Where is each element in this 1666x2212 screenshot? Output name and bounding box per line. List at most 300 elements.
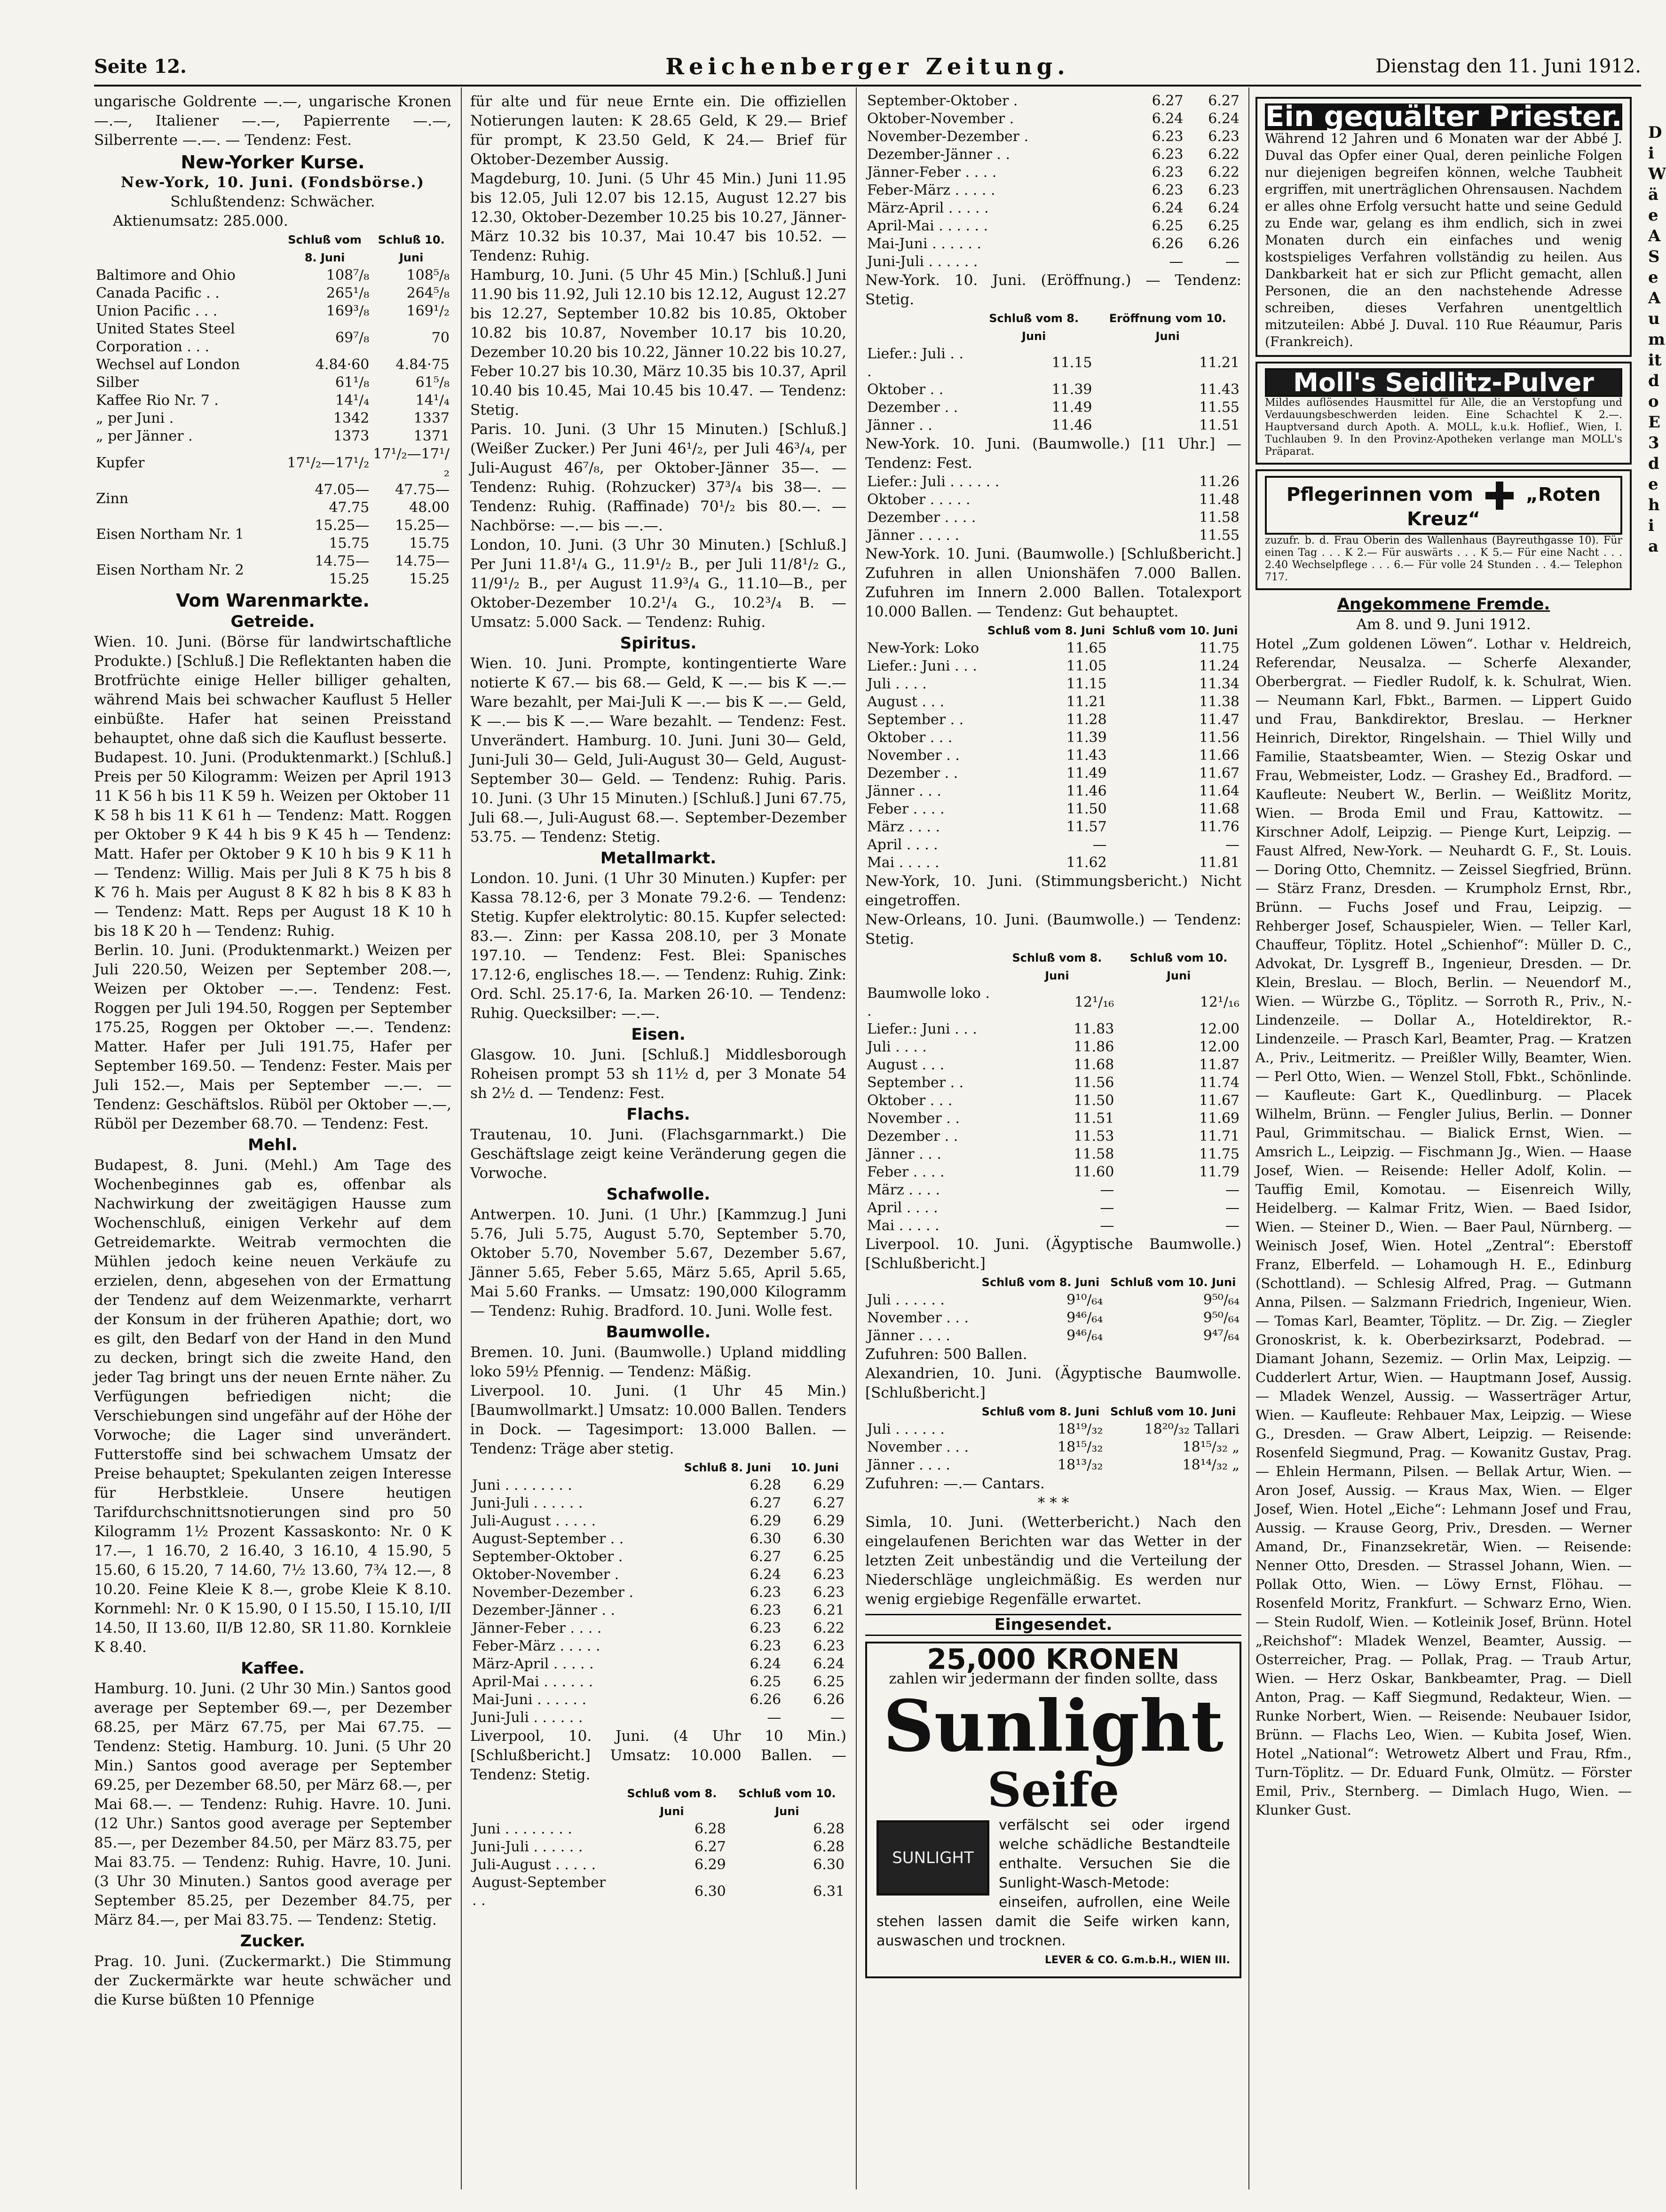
row-label: Jänner-Feber . . . . xyxy=(472,1620,602,1636)
row-label: United States Steel Corporation . . . xyxy=(96,321,235,355)
row-value: 11.15 xyxy=(1051,355,1092,371)
table-row xyxy=(94,267,451,284)
row-value: 6.22 xyxy=(1208,146,1240,163)
ad-text: Mildes auflösendes Hausmittel für Alle, die an Verstopfung und Verdauungsbeschwerden leiden. Eine Schachtel K 2.—. Hauptversand durch Apoth. A. MOLL, k.u.k. Hoflief., Wien, I. Tuchlauben 9. In den Provinz-Apotheken verlange man MOLL's Präparat. xyxy=(1265,397,1622,458)
row-value: 18¹⁵/₃₂ „ xyxy=(1182,1439,1240,1455)
article-text: Antwerpen. 10. Juni. (1 Uhr.) [Kammzug.] Juni 5.76, Juli 5.75, August 5.70, September 5.70, Oktober 5.70, November 5.67, Dezember 5.67, Jänner 5.65, Feber 5.65, März 5.65, April 5.65, Mai 5.60 Franks. — Umsatz: 190,000 Kilogramm — Tendenz: Ruhig. Bradford. 10. Juni. Wolle fest. xyxy=(470,1206,846,1319)
article-text: Magdeburg, 10. Juni. (5 Uhr 45 Min.) Juni 11.95 bis 12.05, Juli 12.07 bis 12.15, August 12.27 bis 12.30, Oktober-Dezember 10.25 bis 10.27, Jänner-März 10.32 bis 10.37, Mai 10.47 bis 10.52. — Tendenz: Ruhig. xyxy=(470,170,846,264)
row-label: Union Pacific . . . xyxy=(96,303,218,319)
row-value: — xyxy=(1225,1200,1240,1216)
table-header: Schluß 10. Juni xyxy=(378,233,445,264)
row-label: Jänner . . . . xyxy=(867,1327,950,1344)
row-label: „ per Jänner . xyxy=(96,428,193,444)
table-row xyxy=(470,1602,846,1620)
row-label: April-Mai . . . . . . xyxy=(472,1674,593,1690)
row-value: 1373 xyxy=(333,428,370,444)
article-text: Budapest, 8. Juni. (Mehl.) Am Tage des Wochenbeginnes gab es, offenbar als Nachwirkung der zweitägigen Hausse zum Wochenschluß, einigen Verkehr auf dem Getreidemarkte. Weitrab vermochten die Mühlen jedoch keine neuen Verkäufe zu erzielen, denn, abgesehen von der Ermattung der Tendenz auf dem Weizenmarkte, verharrt der Konsum in der früheren Apathie; dort, wo es gilt, den Bedarf von der Hand in den Mund zu decken, bringt sich die zweite Hand, den jeder Tag bringt uns der neuen Ernte näher. Zu Verfügungen befriedigen nicht; die Verschiebungen sind ungefähr auf der Höhe der Vorwoche; die Lager sind unverändert. Futterstoffe sind bei schwachem Umsatz der Preise behauptet; Spekulanten zeigen Interesse für Herbstkleie. Unsere heutigen Tarifdurchschnittsnotierungen sind pro 50 Kilogramm 1½ Prozent Kassaskonto: Nr. 0 K 17.—, 1 16.70, 2 16.40, 3 16.10, 4 15.90, 5 15.60, 6 15.20, 7 14.60, 7½ 13.60, 7¾ 12.—, 8 10.20. Feine Kleie K 8.—, grobe Kleie K 8.10. Kornmehl: Nr. 0 K 15.90, 0 I 15.50, I 15.10, I/II 14.50, II 13.60, II/B 12.80, SR 11.80. Kornkleie K 8.40. xyxy=(94,1157,451,1656)
article-text: Wien. 10. Juni. Prompte, kontingentierte Ware notierte K 67.— bis 68.— Geld, K —.— bis K —.— Ware bezahlt, per Mai-Juli K —.— bis K —.— Geld, K —.— bis K —.— Ware bezahlt. — Tendenz: Fest. Unverändert. Hamburg. 10. Juni. Juni 30— Geld, Juni-Juli 30— Geld, Juli-August 30— Geld, August-September 30— Geld. — Tendenz: Ruhig. Paris. 10. Juni. (3 Uhr 15 Minuten.) [Schluß.] Juni 67.75, Juli 68.—, Juli-August 68.—. September-Dezember 53.75. — Tendenz: Stetig. xyxy=(470,655,846,845)
ad-headline xyxy=(1265,476,1622,535)
row-label: Feber . . . . xyxy=(867,1164,945,1180)
subsection-heading: Getreide. xyxy=(230,612,315,631)
row-value: 9⁴⁷/₆₄ xyxy=(1203,1327,1240,1344)
row-value: 6.23 xyxy=(750,1602,782,1619)
row-label: Mai-Juni . . . . . . xyxy=(867,236,982,252)
row-value: 11.64 xyxy=(1199,783,1240,799)
row-value: 14¹/₄ xyxy=(415,392,450,409)
row-value: 11.75 xyxy=(1199,640,1240,656)
row-label: Oktober-November . xyxy=(472,1566,619,1583)
row-value: 11.58 xyxy=(1199,509,1240,526)
column-3 xyxy=(865,92,1241,1978)
table-row xyxy=(470,1874,846,1910)
row-value: 6.30 xyxy=(750,1531,782,1547)
table-header xyxy=(865,1403,976,1421)
row-value: 47.05—47.75 xyxy=(315,482,370,516)
article-text: New-York, 10. Juni. (Stimmungsbericht.) Nicht eingetroffen. xyxy=(865,873,1241,909)
article-text: New-York. 10. Juni. (Eröffnung.) — Tendenz: Stetig. xyxy=(865,272,1241,308)
table-row xyxy=(470,1512,846,1530)
masthead: Reichenberger Zeitung. xyxy=(665,54,1070,80)
row-label: Liefer.: Juni . . . xyxy=(867,658,977,674)
sales-line: Aktienumsatz: 285.000. xyxy=(113,213,288,229)
row-label: Juni-Juli . . . . . . xyxy=(867,253,978,270)
row-value: 6.24 xyxy=(750,1566,782,1583)
row-value: 11.81 xyxy=(1199,854,1240,871)
red-cross-ad xyxy=(1255,469,1632,590)
table-row xyxy=(470,1584,846,1602)
row-value: 11.74 xyxy=(1199,1074,1240,1091)
row-value: 11.75 xyxy=(1199,1146,1240,1162)
row-label: Jänner . . . . . xyxy=(867,527,960,544)
row-label: Juli-August . . . . . xyxy=(472,1856,596,1873)
table-header: Schluß vom 10. Juni xyxy=(738,1787,836,1818)
column-rule xyxy=(461,87,462,2189)
row-value: 9⁴⁶/₆₄ xyxy=(1066,1327,1103,1344)
table-row xyxy=(470,1548,846,1566)
row-value: 6.23 xyxy=(813,1638,845,1654)
row-label: Juni-Juli . . . . . . xyxy=(472,1709,583,1726)
row-value: 11.68 xyxy=(1199,801,1240,817)
row-value: 11.46 xyxy=(1066,783,1107,799)
row-value: 6.26 xyxy=(1152,236,1184,252)
row-value: 11.53 xyxy=(1074,1128,1114,1145)
cotton-table xyxy=(470,1785,846,1910)
row-value: 6.23 xyxy=(1152,182,1184,198)
row-value: 11.50 xyxy=(1074,1092,1114,1109)
row-value: 61¹/₈ xyxy=(335,374,370,391)
article-text: Prag. 10. Juni. (Zuckermarkt.) Die Stimmung der Zuckermärkte war heute schwächer und die Kurse büßten 10 Pfennige xyxy=(94,1953,451,2008)
row-value: 18²⁰/₃₂ Tallari xyxy=(1144,1421,1240,1438)
row-label: Liefer.: Juli . . . . . . xyxy=(867,474,1000,490)
row-value: 1371 xyxy=(413,428,450,444)
table-row xyxy=(470,1494,846,1512)
row-value: 6.23 xyxy=(1152,146,1184,163)
row-value: 11.26 xyxy=(1199,474,1240,490)
table-row xyxy=(865,1199,1241,1217)
table-header: Schluß vom 8. Juni xyxy=(987,624,1105,637)
subsection-heading: Flachs. xyxy=(626,1105,690,1124)
row-label: September . . xyxy=(867,711,964,728)
row-value: 6.21 xyxy=(813,1602,845,1619)
table-header xyxy=(865,949,998,985)
page-number: Seite 12. xyxy=(94,55,187,78)
table-row xyxy=(865,1020,1241,1038)
row-label: Juli . . . . . . xyxy=(867,1292,945,1308)
cotton-table xyxy=(865,92,1241,271)
cotton-table xyxy=(470,1459,846,1727)
article-text: Paris. 10. Juni. (3 Uhr 15 Minuten.) [Schluß.] (Weißer Zucker.) Per Juni 46¹/₂, per Juli 46³/₄, per Juli-August 46⁷/₈, per Oktober-Jänner 35—. — Tendenz: Ruhig. (Rohzucker) 37³/₄ bis 38—. — Tendenz: Ruhig. (Raffinade) 70¹/₂ bis 80.—. — Nachbörse: —.— bis —.—. xyxy=(470,421,846,534)
article-text: Liverpool. 10. Juni. (1 Uhr 45 Min.) [Baumwollmarkt.] Umsatz: 10.000 Ballen. Tenders in Dock. — Tagesimport: 13.000 Ballen. — Tendenz: Träge aber stetig. xyxy=(470,1382,846,1457)
row-value: 6.23 xyxy=(750,1584,782,1601)
table-row xyxy=(865,527,1241,545)
table-row xyxy=(94,410,451,427)
cross-icon xyxy=(1485,482,1514,510)
column-rule xyxy=(1248,87,1249,2189)
row-label: November . . xyxy=(867,1110,960,1127)
row-value: 6.28 xyxy=(813,1839,845,1855)
article-text: Hamburg. 10. Juni. (2 Uhr 30 Min.) Santos good average per September 69.—, per Dezember 68.25, per März 67.75, per Mai 67.75. — Tendenz: Stetig. Hamburg. 10. Juni. (5 Uhr 20 Min.) Santos good average per September 69.25, per Dezember 68.50, per März 68.—, per Mai 68.—. — Tendenz: Ruhig. Havre. 10. Juni. (12 Uhr.) Santos good average per September 85.—, per Dezember 84.50, per März 83.75, per Mai 83.75. — Tendenz: Ruhig. Havre, 10. Juni. (3 Uhr 30 Minuten.) Santos good average per September 85.25, per Dezember 84.75, per März 84.—, per Mai 83.75. — Tendenz: Stetig. xyxy=(94,1680,451,1928)
row-value: 1342 xyxy=(333,410,370,427)
table-row xyxy=(865,1056,1241,1074)
table-header: Schluß vom 10. Juni xyxy=(1110,1405,1236,1418)
table-header: Schluß vom 8. Juni xyxy=(989,312,1079,343)
table-header xyxy=(865,622,984,640)
row-value: 108⁵/₈ xyxy=(406,267,450,284)
subsection-heading: Baumwolle. xyxy=(606,1323,711,1342)
table-row xyxy=(470,1637,846,1655)
table-header: Schluß vom 8. Juni xyxy=(981,1276,1100,1289)
row-value: 11.38 xyxy=(1199,694,1240,710)
row-value: 9⁵⁰/₆₄ xyxy=(1203,1292,1240,1308)
row-value: 6.30 xyxy=(813,1856,845,1873)
table-row xyxy=(470,1709,846,1727)
row-label: Jänner . . . . xyxy=(867,1457,950,1473)
row-label: Mai-Juni . . . . . . xyxy=(472,1691,587,1708)
row-value: 11.51 xyxy=(1074,1110,1114,1127)
article-text: London, 10. Juni. (3 Uhr 30 Minuten.) [Schluß.] Per Juni 11.8¹/₄ G., 11.9¹/₂ B., per Juli 11/8¹/₂ G., 11/9¹/₂ B., per August 11.9³/₄ G., 11.10—B., per Oktober-Dezember 10.2¹/₄ G., 10.2³/₄ B. — Umsatz: 5.000 Sack. — Tendenz: Ruhig. xyxy=(470,537,846,631)
row-value: 264⁵/₈ xyxy=(406,285,450,301)
table-row xyxy=(865,1327,1241,1345)
table-row xyxy=(865,693,1241,711)
row-label: November . . . xyxy=(867,1310,969,1326)
row-value: 9¹⁰/₆₄ xyxy=(1066,1292,1103,1308)
table-row xyxy=(865,675,1241,693)
row-label: November . . . xyxy=(867,1439,969,1455)
article-text: Bremen. 10. Juni. (Baumwolle.) Upland middling loko 59½ Pfennig. — Tendenz: Mäßig. xyxy=(470,1344,846,1380)
table-row xyxy=(865,1128,1241,1146)
table-row xyxy=(94,284,451,302)
row-label: Oktober-November . xyxy=(867,111,1014,127)
table-row xyxy=(865,1438,1241,1456)
row-value: 14¹/₄ xyxy=(335,392,370,409)
row-value: 6.22 xyxy=(1208,164,1240,181)
row-value: 6.24 xyxy=(1152,111,1184,127)
row-value: 6.24 xyxy=(1208,200,1240,216)
ad-product: Seife xyxy=(987,1762,1120,1817)
row-value: 6.23 xyxy=(750,1638,782,1654)
dateline: New-York, 10. Juni. (Fondsbörse.) xyxy=(120,174,425,191)
cotton-table xyxy=(865,622,1241,872)
table-row xyxy=(865,657,1241,675)
table-row xyxy=(865,1074,1241,1092)
article-text: Berlin. 10. Juni. (Produktenmarkt.) Weizen per Juli 220.50, Weizen per September 208.—, Weizen per Oktober —.—. Tendenz: Fest. Roggen per Juli 194.50, Roggen per September 175.25, Roggen per Oktober —.—. Tendenz: Matter. Hafer per Juli 191.75, Hafer per September 169.50. — Tendenz: Fester. Mais per Juli 152.—, Mais per September —.—. — Tendenz: Geschäftslos. Rüböl per Oktober —.—, Rüböl per Dezember 68.70. — Tendenz: Fest. xyxy=(94,942,451,1132)
row-value: 11.83 xyxy=(1074,1021,1114,1037)
row-label: November-Dezember . xyxy=(867,128,1029,145)
row-value: 61⁵/₈ xyxy=(415,374,450,391)
row-label: Juli-August . . . . . xyxy=(472,1513,596,1529)
article-text: für alte und für neue Ernte ein. Die offiziellen Notierungen lauten: K 28.65 Geld, K 29.— Brief für prompt, K 23.50 Geld, K 24.— Brief für Oktober-Dezember Aussig. xyxy=(470,93,846,168)
table-row xyxy=(470,1856,846,1874)
row-value: 11.47 xyxy=(1199,711,1240,728)
table-row xyxy=(94,302,451,320)
row-value: 12¹/₁₆ xyxy=(1074,994,1114,1011)
row-value: 11.21 xyxy=(1066,694,1107,710)
article-text: New-York. 10. Juni. (Baumwolle.) [Schlußbericht.] Zufuhren in allen Unionshäfen 7.000 Ballen. Zufuhren im Innern 2.000 Ballen. Totalexport 10.000 Ballen. — Tendenz: Gut behauptet. xyxy=(865,545,1241,620)
row-label: August . . . xyxy=(867,1057,945,1073)
row-label: Juni . . . . . . . . xyxy=(472,1477,572,1493)
ad-headline: Ein gequälter Priester. xyxy=(1265,100,1622,133)
row-value: 4.84·75 xyxy=(395,356,450,373)
section-heading: New-Yorker Kurse. xyxy=(181,152,365,173)
row-label: November-Dezember . xyxy=(472,1584,634,1601)
row-value: 12.00 xyxy=(1199,1039,1240,1055)
row-value: 18¹⁴/₃₂ „ xyxy=(1182,1457,1240,1473)
row-label: Baumwolle loko . . xyxy=(867,985,990,1019)
table-row xyxy=(865,1110,1241,1128)
article-text: Hotel „Zum goldenen Löwen“. Lothar v. Heldreich, Referendar, Neusalza. — Scherfe Alexander, Oberbergrat. — Fiedler Rudolf, k. k. Schulrat, Wien. — Neumann Karl, Fbkt., Barmen. — Lippert Guido und Frau, Bankdirektor, Breslau. — Herkner Heinrich, Direktor, Ringelshain. — Thiel Willy und Familie, Staatsbeamter, Wien. — Stezig Oskar und Frau, Webmeister, Lodz. — Grashey Ed., Bradford. — Kaufleute: Neubert W., Berlin. — Weißlitz Moritz, Wien. — Broda Emil und Frau, Kattowitz. — Kirschner Adolf, Leipzig. — Pienge Kurt, Leipzig. — Faust Alfred, New-York. — Neuhardt G. F., St. Louis. — Doring Otto, Chemnitz. — Zeissel Siegfried, Brünn. — Stärz Franz, Dresden. — Krumpholz Ernst, Rbr., Brünn. — Fuchs Josef und Frau, Leipzig. — Rehberger Josef, Schauspieler, Wien. — Teller Karl, Chauffeur, Töplitz. Hotel „Schienhof“: Müller D. C., Advokat, Dr. Lysgreff B., Ingenieur, Dresden. — Dr. Klein, Breslau. — Bloch, Berlin. — Neuendorf M., Wien. — Würzbe G., Töplitz. — Sorroth R., Priv., N.-Lindenzeile. — Dollar A., Hoteldirektor, R.-Lindenzeile. — Prasch Karl, Beamter, Prag. — Kratzen A., Priv., Leitmeritz. — Preißler Willy, Beamter, Wien. — Perl Otto, Wien. — Wenzel Stoll, Fbkt., Schönlinde. — Kaufleute: Gart K., Quedlinburg. — Placek Wilhelm, Brünn. — Fengler Julius, Berlin. — Donner Paul, Grimmitschau. — Bialick Ernst, Wien. — Amsrich L., Leipzig. — Fischmann Jg., Wien. — Haase Josef, Wien. — Reisende: Heller Adolf, Kolin. — Tauffig Emil, Komotau. — Eisenreich Willy, Heidelberg. — Kalmar Fritz, Wien. — Baed Isidor, Wien. — Steiner D., Wien. — Baer Paul, Nürnberg. — Weinisch Josef, Wien. Hotel „Zentral“: Eberstoff Franz, Elberfeld. — Lohamough H. E., Edinburg (Schottland). — Schlesig Alfred, Prag. — Gutmann Anna, Pilsen. — Salzmann Friedrich, Ingenieur, Wien. — Tomas Karl, Beamter, Töplitz. — Dr. Zig. — Ziegler Gronoskrist, k. k. Oberbezirksarzt, Podebrad. — Diamant Johann, Sezemiz. — Orlin Max, Leipzig. — Cudderlert Artur, Wien. — Hauptmann Josef, Aussig. — Mladek Wenzel, Aussig. — Wasserträger Artur, Wien. — Kaufleute: Rehbauer Max, Leipzig. — Wiese G., Dresden. — Graw Albert, Leipzig. — Reisende: Rosenfeld Siegmund, Prag. — Kowanitz Gustav, Prag. — Ehlein Hermann, Pilsen. — Bellak Artur, Wien. — Aron Josef, Aussig. — Kraus Max, Wien. — Elger Josef, Wien. Hotel „Eiche“: Lehmann Josef und Frau, Aussig. — Krause Georg, Priv., Dresden. — Werner Amand, Dr., Finanzsekretär, Wien. — Reisende: Nenner Otto, Dresden. — Strassel Johann, Wien. — Pollak Otto, Wien. — Löwy Ernst, Flöhau. — Rosenfeld Moritz, Frankfurt. — Schwarz Erno, Wien. — Stein Rudolf, Wien. — Kotleinik Josef, Brünn. Hotel „Reichshof“: Mladek Wenzel, Beamter, Aussig. — Osterreicher, Prag. — Pollak, Prag. — Traub Artur, Wien. — Herz Oskar, Bankbeamter, Prag. — Diell Anton, Prag. — Kaff Siegmund, Redakteur, Wien. — Runke Norbert, Wien. — Reisende: Neubauer Isidor, Brünn. — Flachs Leo, Wien. — Kubita Josef, Wien. Hotel „National“: Wetrowetz Albert und Frau, Rfm., Turn-Töplitz. — Dr. Eduard Funk, Olmütz. — Förster Emil, Priv., Sternberg. — Dimlach Hugo, Wien. — Klunker Gust. xyxy=(1255,636,1632,1818)
table-header: Schluß vom 10. Juni xyxy=(1110,1276,1236,1289)
table-header: Schluß vom 10. Juni xyxy=(1112,624,1238,637)
ad-text: verfälscht sei oder irgend welche schädliche Bestandteile enthalte. Versuchen Sie die Sunlight-Wasch-Metode: einseifen, aufrollen, eine Weile stehen lassen damit die Seife wirken kann, auswaschen und trocknen. xyxy=(876,1817,1230,1949)
table-header xyxy=(865,309,974,345)
row-label: Canada Pacific . . xyxy=(96,285,220,301)
row-value: 11.50 xyxy=(1066,801,1107,817)
table-row xyxy=(865,509,1241,527)
row-value: 6.23 xyxy=(813,1566,845,1583)
table-row xyxy=(94,517,451,553)
row-label: Juni . . . . . . . . xyxy=(472,1821,572,1837)
table-row xyxy=(865,345,1241,381)
table-row xyxy=(94,320,451,356)
row-value: 6.25 xyxy=(813,1674,845,1690)
table-row xyxy=(470,1820,846,1838)
row-value: 11.57 xyxy=(1066,819,1107,835)
row-value: 11.76 xyxy=(1199,819,1240,835)
row-value: 18¹⁵/₃₂ xyxy=(1058,1439,1103,1455)
row-value: — xyxy=(767,1709,782,1726)
row-label: Dezember . . xyxy=(867,399,958,416)
table-row xyxy=(865,854,1241,872)
table-row xyxy=(865,1291,1241,1309)
row-value: 4.84·60 xyxy=(315,356,370,373)
row-value: 169¹/₂ xyxy=(406,303,450,319)
table-row xyxy=(865,381,1241,399)
row-value: 11.62 xyxy=(1066,854,1107,871)
row-label: Kaffee Rio Nr. 7 . xyxy=(96,392,219,409)
row-value: 11.21 xyxy=(1199,355,1240,371)
table-row xyxy=(865,1309,1241,1327)
row-value: 6.25 xyxy=(1152,218,1184,234)
row-value: 69⁷/₈ xyxy=(335,330,370,346)
table-row xyxy=(865,110,1241,128)
article-text: Budapest. 10. Juni. (Produktenmarkt.) [Schluß.] Preis per 50 Kilogramm: Weizen per April 1913 11 K 56 h bis 11 K 59 h. Weizen per Oktober 11 K 58 h bis 11 K 61 h — Tendenz: Matt. Roggen per Oktober 9 K 44 h bis 9 K 45 h — Tendenz: Matt. Hafer per Oktober 9 K 10 h bis 9 K 11 h — Tendenz: Willig. Mais per Juli 8 K 75 h bis 8 K 76 h. Mais per August 8 K 82 h bis 8 K 83 h — Tendenz: Matt. Reps per August 18 K 10 h bis 18 K 20 h — Tendenz: Ruhig. xyxy=(94,749,451,940)
row-value: 6.27 xyxy=(813,1495,845,1511)
table-row xyxy=(865,711,1241,729)
section-heading: Angekommene Fremde. xyxy=(1337,595,1550,614)
row-value: 11.56 xyxy=(1074,1074,1114,1091)
row-value: — xyxy=(1169,253,1184,270)
row-value: 12.00 xyxy=(1199,1021,1240,1037)
row-value: 11.51 xyxy=(1199,417,1240,434)
table-row xyxy=(94,445,451,481)
row-label: Juni-Juli . . . . . . xyxy=(472,1839,583,1855)
row-label: Oktober . . xyxy=(867,381,944,398)
ad-brand: Moll's Seidlitz-Pulver xyxy=(1265,368,1622,397)
cotton-table xyxy=(865,1273,1241,1345)
row-label: Oktober . . . . . xyxy=(867,491,971,508)
row-label: Dezember-Jänner . . xyxy=(867,146,1011,163)
row-label: April-Mai . . . . . . xyxy=(867,218,988,234)
row-value: 11.43 xyxy=(1199,381,1240,398)
row-label: Juli . . . . xyxy=(867,1039,927,1055)
row-value: 6.24 xyxy=(813,1656,845,1672)
ad-subline: zahlen wir jedermann der finden sollte, dass xyxy=(889,1670,1218,1687)
row-value: 6.27 xyxy=(694,1839,726,1855)
row-value: 11.71 xyxy=(1199,1128,1240,1145)
table-row xyxy=(470,1620,846,1637)
row-value: 11.69 xyxy=(1199,1110,1240,1127)
table-header: Schluß vom 8. Juni xyxy=(627,1787,717,1818)
row-value: 6.25 xyxy=(813,1548,845,1565)
row-label: August-September . . xyxy=(472,1874,606,1909)
table-header: 10. Juni xyxy=(790,1461,839,1474)
moll-ad xyxy=(1255,362,1632,465)
row-value: — xyxy=(1225,1182,1240,1198)
row-label: Juli . . . . . . xyxy=(867,1421,945,1438)
row-value: 11.39 xyxy=(1066,729,1107,746)
row-label: Jänner . . . xyxy=(867,1146,941,1162)
table-row xyxy=(865,491,1241,509)
row-label: Kupfer xyxy=(96,455,145,471)
adjacent-page-edge: Di Wä eA Se Au mit do E 3 de hi a xyxy=(1648,123,1666,556)
table-header: Eröffnung vom 10. Juni xyxy=(1109,312,1226,343)
row-label: September . . xyxy=(867,1074,964,1091)
row-label: Eisen Northam Nr. 2 xyxy=(96,562,244,578)
row-label: März . . . . xyxy=(867,1182,940,1198)
row-value: 6.31 xyxy=(813,1883,845,1900)
soap-package-image: SUNLIGHT xyxy=(876,1820,989,1896)
table-row xyxy=(865,235,1241,253)
table-header: Schluß vom 8. Juni xyxy=(1012,951,1102,982)
table-header xyxy=(470,1459,672,1477)
cotton-table xyxy=(865,309,1241,434)
row-value: 11.87 xyxy=(1199,1057,1240,1073)
row-value: 6.22 xyxy=(813,1620,845,1636)
cotton-table xyxy=(865,1403,1241,1474)
row-value: 108⁷/₈ xyxy=(326,267,370,284)
table-row xyxy=(865,1421,1241,1438)
column-rule xyxy=(856,87,857,2189)
row-value: — xyxy=(1225,1217,1240,1234)
table-header xyxy=(865,1273,976,1291)
row-value: 11.46 xyxy=(1051,417,1092,434)
row-value: 11.65 xyxy=(1066,640,1107,656)
row-label: Mai . . . . . xyxy=(867,1217,940,1234)
row-label: Oktober . . . xyxy=(867,1092,953,1109)
row-value: — xyxy=(1100,1182,1114,1198)
row-value: 6.24 xyxy=(1208,111,1240,127)
subsection-heading: Eisen. xyxy=(631,1025,686,1044)
row-value: — xyxy=(1092,837,1107,853)
row-label: Liefer.: Juli . . . xyxy=(867,346,964,380)
row-value: 11.60 xyxy=(1074,1164,1114,1180)
table-row xyxy=(865,836,1241,854)
row-label: Dezember . . xyxy=(867,765,958,782)
row-value: 15.25—15.75 xyxy=(315,517,370,552)
row-value: — xyxy=(1225,837,1240,853)
row-value: 14.75—15.25 xyxy=(315,553,370,587)
row-value: — xyxy=(1100,1200,1114,1216)
row-value: 11.49 xyxy=(1051,399,1092,416)
row-value: 12¹/₁₆ xyxy=(1200,994,1240,1011)
table-row xyxy=(865,985,1241,1020)
ad-maker: LEVER & CO. G.m.b.H., WIEN III. xyxy=(1045,1954,1230,1966)
row-value: — xyxy=(830,1709,845,1726)
table-header xyxy=(470,1785,616,1820)
row-label: März-April . . . . . xyxy=(867,200,989,216)
table-footer: Zufuhren: 500 Ballen. xyxy=(865,1346,1027,1363)
row-label: Eisen Northam Nr. 1 xyxy=(96,526,244,543)
row-label: März . . . . xyxy=(867,819,940,835)
row-value: 9⁴⁶/₆₄ xyxy=(1066,1310,1103,1326)
row-value: 6.28 xyxy=(750,1477,782,1493)
row-label: Silber xyxy=(96,374,139,391)
article-text: Hamburg, 10. Juni. (5 Uhr 45 Min.) [Schluß.] Juni 11.90 bis 11.92, Juli 12.10 bis 12.12, August 12.27 bis 12.27, September 10.82 bis 10.85, Oktober 10.82 bis 10.87, November 10.17 bis 10.20, Dezember 10.20 bis 10.22, Jänner 10.22 bis 10.27, Feber 10.27 bis 10.30, März 10.35 bis 10.37, April 10.40 bis 10.45, Mai 10.45 bis 10.47. — Tendenz: Stetig. xyxy=(470,267,846,419)
row-value: 11.43 xyxy=(1066,747,1107,764)
table-header: Schluß vom 10. Juni xyxy=(1129,951,1228,982)
ad-headline: 25,000 KRONEN xyxy=(927,1643,1180,1676)
row-value: 18¹³/₃₂ xyxy=(1058,1457,1103,1473)
article-text: London. 10. Juni. (1 Uhr 30 Minuten.) Kupfer: per Kassa 78.12·6, per 3 Monate 79.2·6. — Tendenz: Stetig. Kupfer elektrolytic: 80.15. Kupfer selected: 83.—. Zinn: per Kassa 208.10, per 3 Monate 197.10. — Tendenz: Fest. Blei: Spanisches 17.12·6, englisches 18.—. — Tendenz: Ruhig. Zink: Ord. Schl. 25.17·6, Ia. Marken 26·10. — Tendenz: Ruhig. Quecksilber: —.—. xyxy=(470,870,846,1022)
row-value: 11.58 xyxy=(1074,1146,1114,1162)
article-text: New-Orleans, 10. Juni. (Baumwolle.) — Tendenz: Stetig. xyxy=(865,911,1241,948)
table-row xyxy=(94,481,451,517)
row-value: 6.29 xyxy=(813,1477,845,1493)
row-value: 11.49 xyxy=(1066,765,1107,782)
article-text: ungarische Goldrente —.—, ungarische Kronen —.—, Italiener —.—, Papierrente —.—, Silberrente —.—. — Tendenz: Fest. xyxy=(94,93,451,149)
table-footer: Zufuhren: —.— Cantars. xyxy=(865,1475,1045,1492)
table-row xyxy=(865,164,1241,182)
row-label: Jänner . . xyxy=(867,417,932,434)
row-label: Dezember . . xyxy=(867,1128,958,1145)
priest-ad xyxy=(1255,97,1632,357)
row-label: Juli . . . . xyxy=(867,676,927,692)
row-value: 6.23 xyxy=(813,1584,845,1601)
section-heading: Eingesendet. xyxy=(865,1614,1241,1636)
table-row xyxy=(865,399,1241,417)
row-value: 6.30 xyxy=(694,1883,726,1900)
row-value: 9⁵⁰/₆₄ xyxy=(1203,1310,1240,1326)
row-value: 6.30 xyxy=(813,1531,845,1547)
row-value: 6.26 xyxy=(750,1691,782,1708)
row-label: Jänner-Feber . . . . xyxy=(867,164,997,181)
separator-stars: * * * xyxy=(1037,1494,1069,1511)
row-label: März-April . . . . . xyxy=(472,1656,594,1672)
row-value: 11.48 xyxy=(1199,491,1240,508)
ad-title: Pflegerinnen vom xyxy=(1286,484,1473,506)
table-row xyxy=(865,747,1241,765)
row-label: Juni-Juli . . . . . . xyxy=(472,1495,583,1511)
